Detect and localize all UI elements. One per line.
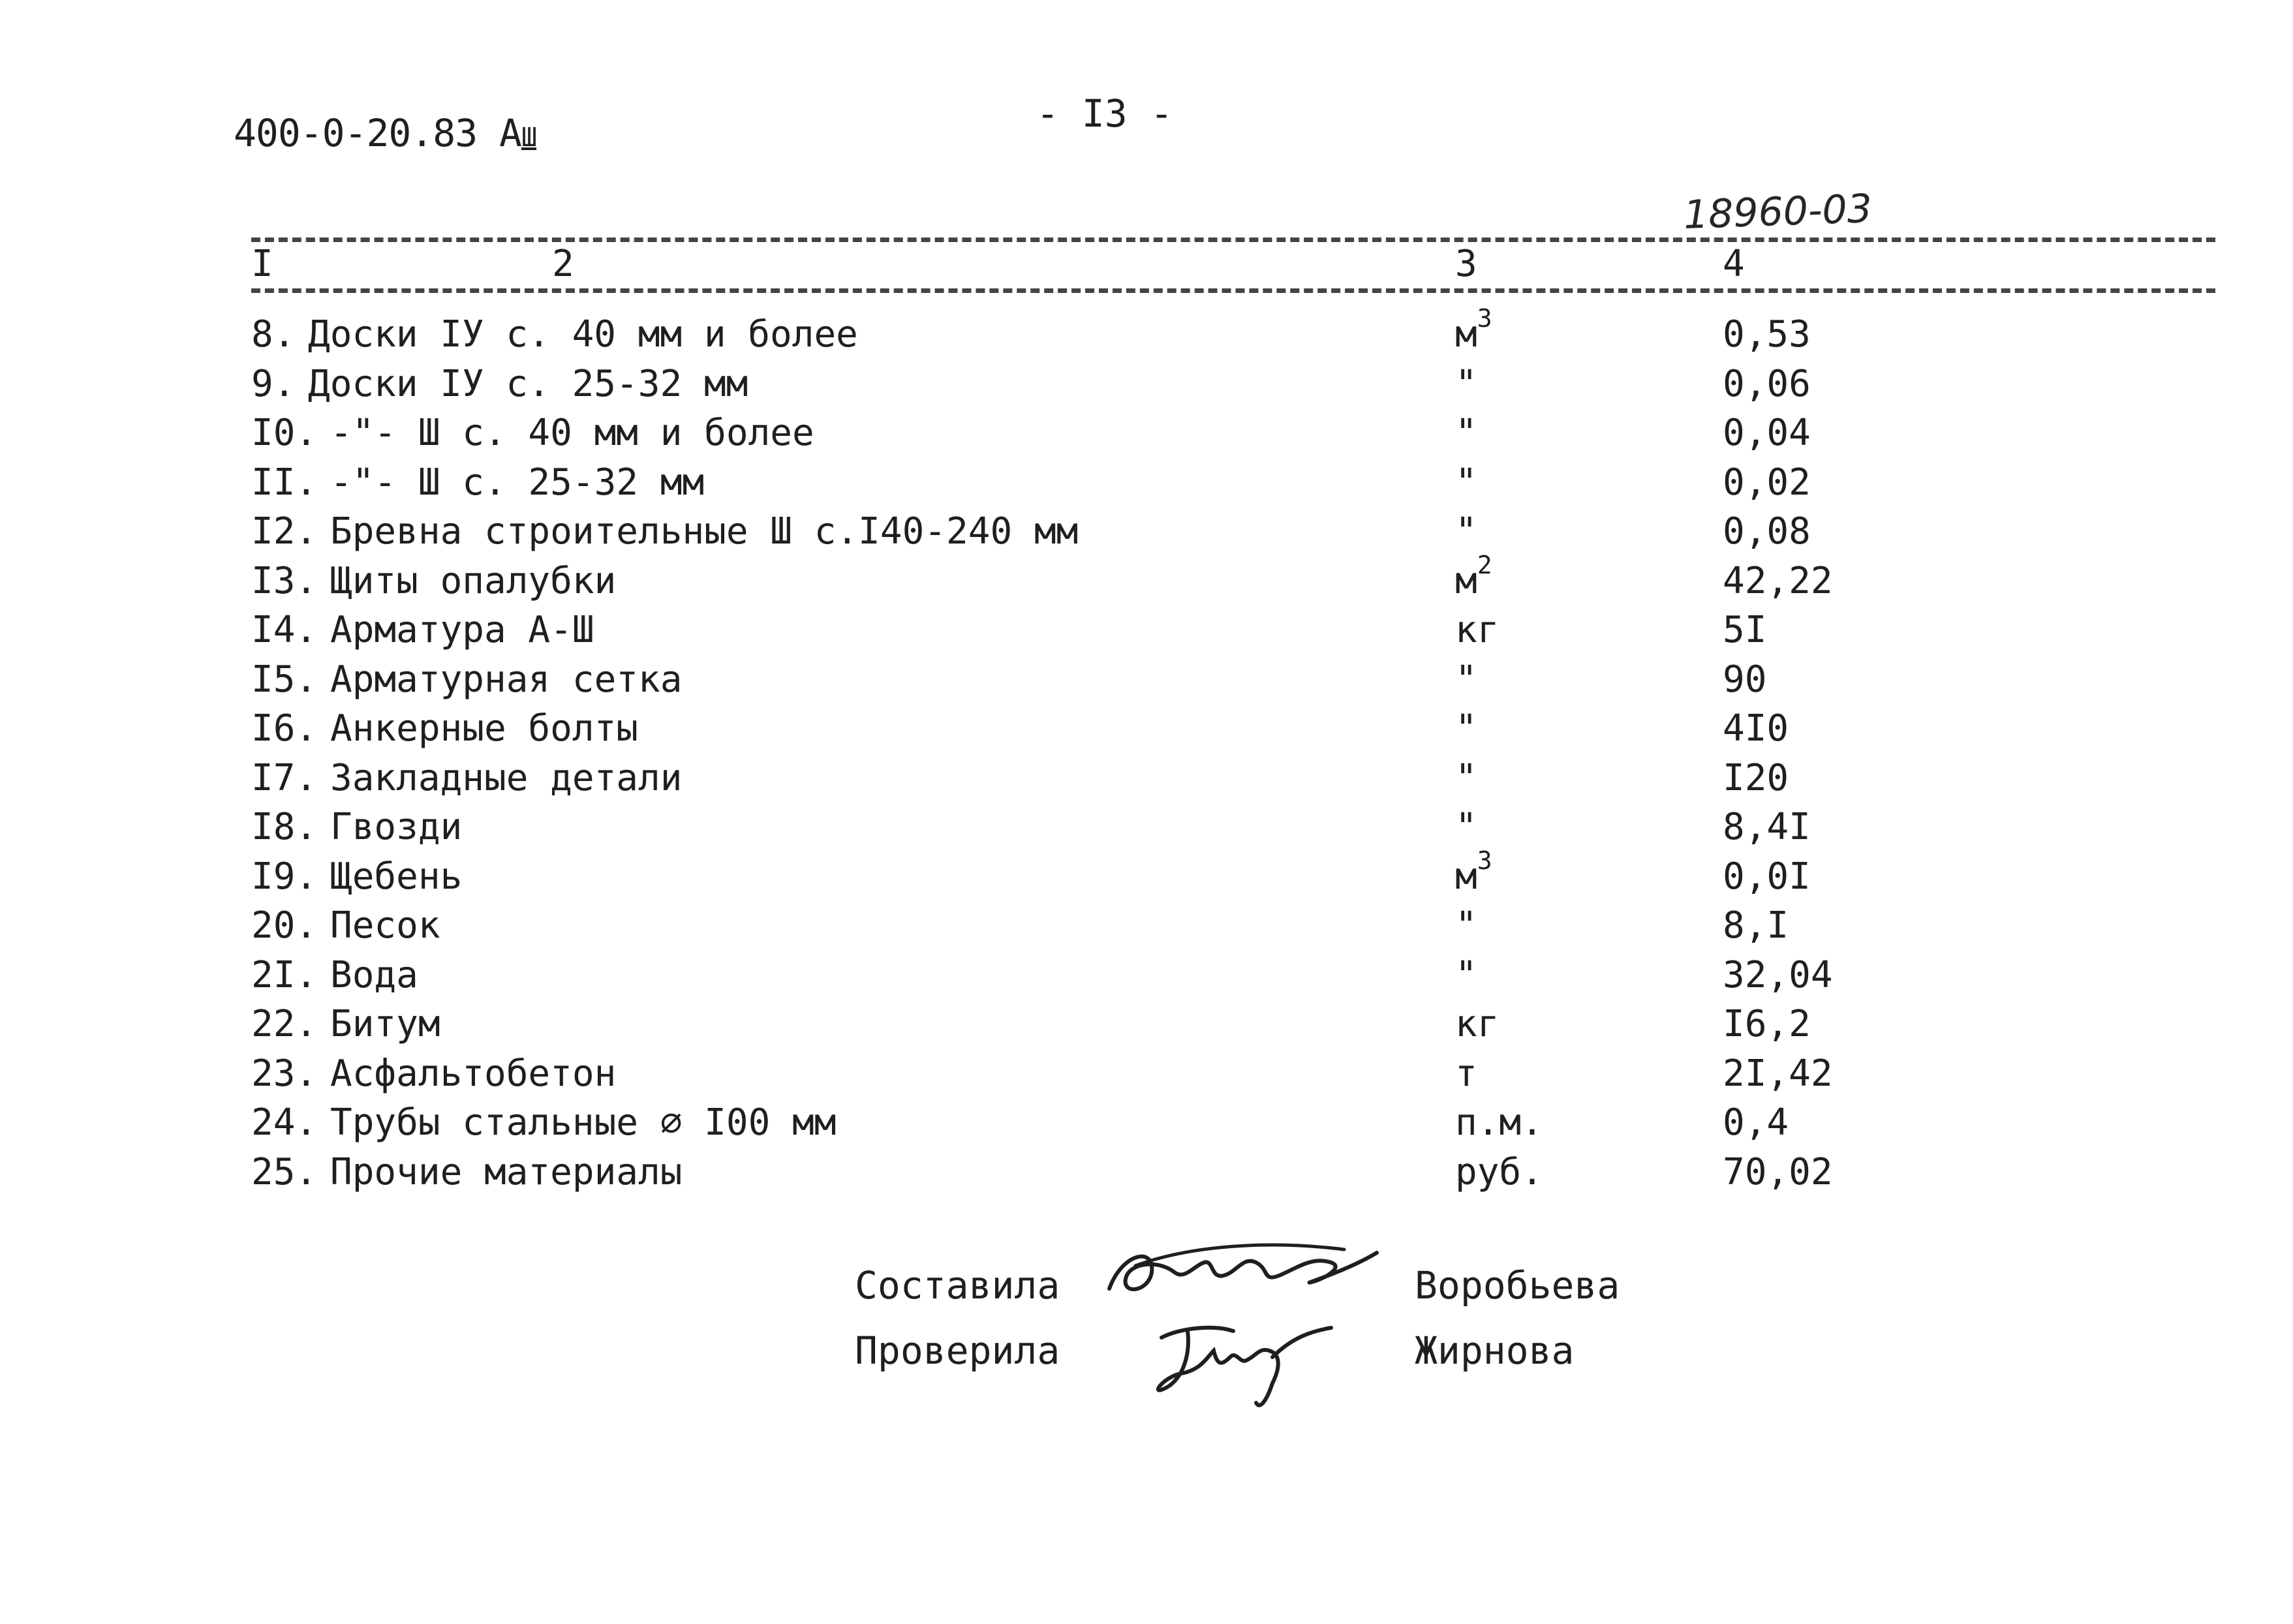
row-unit-text: руб.: [1455, 1151, 1543, 1193]
row-material-name: Песок: [330, 904, 440, 947]
row-quantity: 0,0I: [1723, 855, 1811, 898]
row-quantity: 90: [1723, 658, 1767, 701]
row-unit: [1455, 757, 1477, 799]
row-unit: [1455, 363, 1477, 405]
row-material-name: Бревна строительные Ш с.I40-240 мм: [330, 510, 1079, 553]
compiled-label: Составила: [855, 1263, 1060, 1308]
row-unit: [1455, 510, 1477, 553]
table-row: [0, 806, 2293, 855]
row-unit-text: м: [1455, 560, 1477, 602]
row-quantity: 0,06: [1723, 363, 1811, 405]
checked-signature: [1142, 1311, 1351, 1416]
row-unit: [1455, 304, 1492, 356]
archive-number: 18960-03: [1682, 185, 1873, 239]
row-number: 24.: [251, 1101, 318, 1144]
row-quantity: I6,2: [1723, 1003, 1811, 1045]
row-number: 20.: [251, 904, 318, 947]
document-code-number: 400-0-20.83: [234, 111, 478, 155]
row-number: 23.: [251, 1052, 318, 1095]
row-unit-exponent: 2: [1477, 551, 1492, 579]
row-number: 25.: [251, 1151, 318, 1193]
row-material-name: Анкерные болты: [330, 707, 639, 750]
row-material-name: -"- Ш с. 25-32 мм: [330, 461, 705, 504]
row-unit: [1455, 609, 1499, 651]
table-header-rule: [251, 288, 2215, 293]
table-row: [0, 412, 2293, 461]
row-material-name: Щебень: [330, 855, 463, 898]
row-material-name: Закладные детали: [330, 757, 683, 799]
row-material-name: Арматура А-Ш: [330, 609, 594, 651]
row-quantity: 4I0: [1723, 707, 1789, 750]
row-number: I4.: [251, 609, 318, 651]
row-material-name: Щиты опалубки: [330, 560, 617, 602]
column-header-4: 4: [1723, 243, 1745, 285]
document-code-suffix-sub: Ш: [521, 123, 537, 153]
row-unit-text: ": [1455, 757, 1477, 799]
row-quantity: 8,I: [1723, 904, 1789, 947]
table-row: [0, 304, 2293, 363]
row-quantity: 0,04: [1723, 412, 1811, 454]
table-row: [0, 1003, 2293, 1052]
compiled-name: Воробьева: [1415, 1263, 1620, 1308]
row-unit: [1455, 551, 1492, 602]
row-number: 22.: [251, 1003, 318, 1045]
document-code-suffix: А: [499, 111, 521, 155]
page-number: - I3 -: [1036, 91, 1173, 136]
row-quantity: 2I,42: [1723, 1052, 1833, 1095]
row-unit-text: ": [1455, 806, 1477, 848]
row-unit: [1455, 658, 1477, 701]
row-number: I6.: [251, 707, 318, 750]
row-unit: [1455, 904, 1477, 947]
row-material-name: Доски IУ с. 40 мм и более: [308, 313, 858, 356]
row-unit: [1455, 954, 1477, 996]
row-number: I3.: [251, 560, 318, 602]
table-row: [0, 510, 2293, 560]
row-unit: [1455, 1101, 1543, 1144]
row-quantity: 70,02: [1723, 1151, 1833, 1193]
row-number: 8.: [251, 313, 296, 356]
row-number: I2.: [251, 510, 318, 553]
row-quantity: 0,4: [1723, 1101, 1789, 1144]
row-unit-text: м: [1455, 855, 1477, 898]
table-row: [0, 757, 2293, 806]
row-number: I0.: [251, 412, 318, 454]
table-row: [0, 1052, 2293, 1102]
row-number: 9.: [251, 363, 296, 405]
row-material-name: Гвозди: [330, 806, 463, 848]
row-material-name: Вода: [330, 954, 418, 996]
row-material-name: Асфальтобетон: [330, 1052, 617, 1095]
column-header-3: 3: [1455, 243, 1477, 285]
row-number: I9.: [251, 855, 318, 898]
checked-label: Проверила: [855, 1328, 1060, 1373]
row-quantity: 0,08: [1723, 510, 1811, 553]
row-unit: [1455, 1052, 1477, 1095]
row-material-name: Прочие материалы: [330, 1151, 683, 1193]
table-row: [0, 551, 2293, 609]
table-row: [0, 363, 2293, 412]
table-row: [0, 846, 2293, 905]
row-number: 2I.: [251, 954, 318, 996]
row-quantity: 0,53: [1723, 313, 1811, 356]
table-row: [0, 1151, 2293, 1201]
row-quantity: I20: [1723, 757, 1789, 799]
row-unit: [1455, 806, 1477, 848]
row-unit: [1455, 1151, 1543, 1193]
row-quantity: 0,02: [1723, 461, 1811, 504]
row-quantity: 42,22: [1723, 560, 1833, 602]
row-unit-text: ": [1455, 707, 1477, 750]
row-quantity: 32,04: [1723, 954, 1833, 996]
row-unit-exponent: 3: [1477, 304, 1492, 333]
column-header-2: 2: [552, 243, 574, 285]
table-row: [0, 954, 2293, 1004]
row-unit: [1455, 1003, 1499, 1045]
table-row: [0, 461, 2293, 511]
row-unit: [1455, 412, 1477, 454]
row-unit-text: т: [1455, 1052, 1477, 1095]
table-top-rule: [251, 237, 2215, 242]
table-row: [0, 658, 2293, 708]
row-unit-text: ": [1455, 658, 1477, 701]
row-unit-text: кг: [1455, 1003, 1500, 1045]
document-code: [234, 111, 536, 155]
row-material-name: Трубы стальные ∅ I00 мм: [330, 1101, 837, 1144]
row-material-name: -"- Ш с. 40 мм и более: [330, 412, 814, 454]
row-quantity: 8,4I: [1723, 806, 1811, 848]
row-unit-text: п.м.: [1455, 1101, 1543, 1144]
table-row: [0, 707, 2293, 757]
row-unit-text: кг: [1455, 609, 1500, 651]
table-row: [0, 1101, 2293, 1151]
row-unit: [1455, 846, 1492, 898]
row-number: I5.: [251, 658, 318, 701]
row-unit-text: ": [1455, 412, 1477, 454]
column-header-1: I: [251, 243, 273, 285]
row-number: I8.: [251, 806, 318, 848]
row-quantity: 5I: [1723, 609, 1767, 651]
row-material-name: Арматурная сетка: [330, 658, 683, 701]
row-material-name: Битум: [330, 1003, 440, 1045]
row-unit: [1455, 707, 1477, 750]
row-unit: [1455, 461, 1477, 504]
row-unit-text: ": [1455, 510, 1477, 553]
compiled-signature: [1096, 1227, 1383, 1311]
table-row: [0, 904, 2293, 954]
row-unit-text: м: [1455, 313, 1477, 356]
checked-name: Жирнова: [1415, 1328, 1575, 1373]
row-unit-text: ": [1455, 954, 1477, 996]
row-number: II.: [251, 461, 318, 504]
row-number: I7.: [251, 757, 318, 799]
row-unit-exponent: 3: [1477, 846, 1492, 875]
row-unit-text: ": [1455, 363, 1477, 405]
table-row: [0, 609, 2293, 658]
row-unit-text: ": [1455, 461, 1477, 504]
row-material-name: Доски IУ с. 25-32 мм: [308, 363, 748, 405]
row-unit-text: ": [1455, 904, 1477, 947]
